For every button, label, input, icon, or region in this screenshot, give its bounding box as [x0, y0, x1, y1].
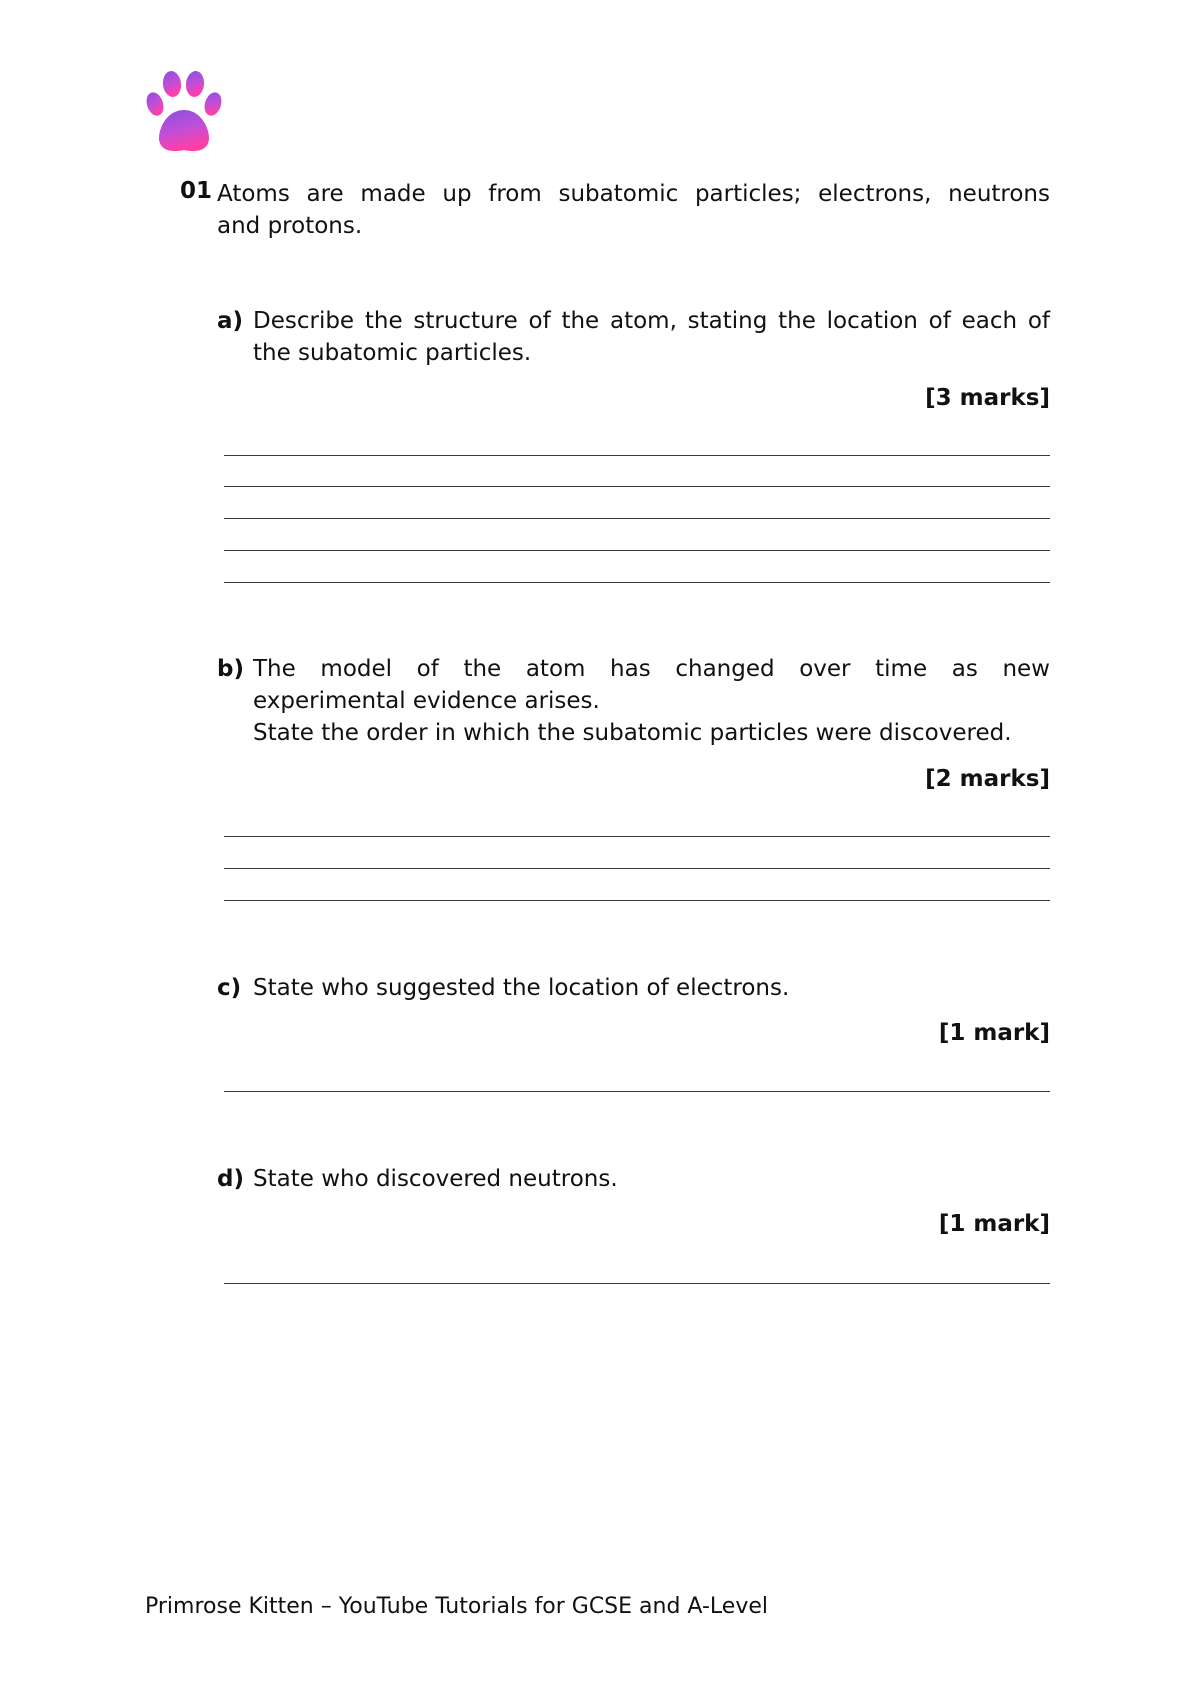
part-a-label: a) — [217, 308, 244, 334]
part-a-text — [253, 305, 1050, 369]
paw-print-icon — [145, 70, 223, 154]
question-stem — [217, 178, 1050, 242]
answer-line[interactable] — [224, 836, 1050, 837]
answer-line[interactable] — [224, 455, 1050, 456]
part-d-label: d) — [217, 1166, 244, 1192]
answer-line[interactable] — [224, 1091, 1050, 1092]
answer-line[interactable] — [224, 550, 1050, 551]
answer-line[interactable] — [224, 868, 1050, 869]
part-c-marks: [1 mark] — [938, 1020, 1050, 1046]
answer-line[interactable] — [224, 518, 1050, 519]
part-b-line-3: State the order in which the subatomic particles were discovered. — [253, 720, 1012, 746]
question-stem-line-1: Atoms are made up from subatomic particles; electrons, neutrons — [217, 181, 1050, 207]
question-stem-line-2: and protons. — [217, 213, 363, 239]
answer-line[interactable] — [224, 582, 1050, 583]
answer-line[interactable] — [224, 1283, 1050, 1284]
part-c-text — [253, 972, 1050, 1004]
part-b-line-1: The model of the atom has changed over time as new — [253, 656, 1050, 682]
question-number: 01 — [180, 178, 213, 204]
page-footer: Primrose Kitten – YouTube Tutorials for GCSE and A-Level — [145, 1594, 768, 1619]
answer-line[interactable] — [224, 486, 1050, 487]
part-d-text — [253, 1163, 1050, 1195]
part-c-line-1: State who suggested the location of electrons. — [253, 975, 790, 1001]
part-b-marks: [2 marks] — [925, 766, 1050, 792]
part-b-text — [253, 653, 1050, 749]
part-a-line-2: the subatomic particles. — [253, 340, 532, 366]
part-d-line-1: State who discovered neutrons. — [253, 1166, 618, 1192]
part-b-line-2: experimental evidence arises. — [253, 688, 600, 714]
answer-line[interactable] — [224, 900, 1050, 901]
part-d-marks: [1 mark] — [938, 1211, 1050, 1237]
part-a-line-1: Describe the structure of the atom, stating the location of each of — [253, 308, 1050, 334]
part-b-label: b) — [217, 656, 244, 682]
part-c-label: c) — [217, 975, 242, 1001]
part-a-marks: [3 marks] — [925, 385, 1050, 411]
